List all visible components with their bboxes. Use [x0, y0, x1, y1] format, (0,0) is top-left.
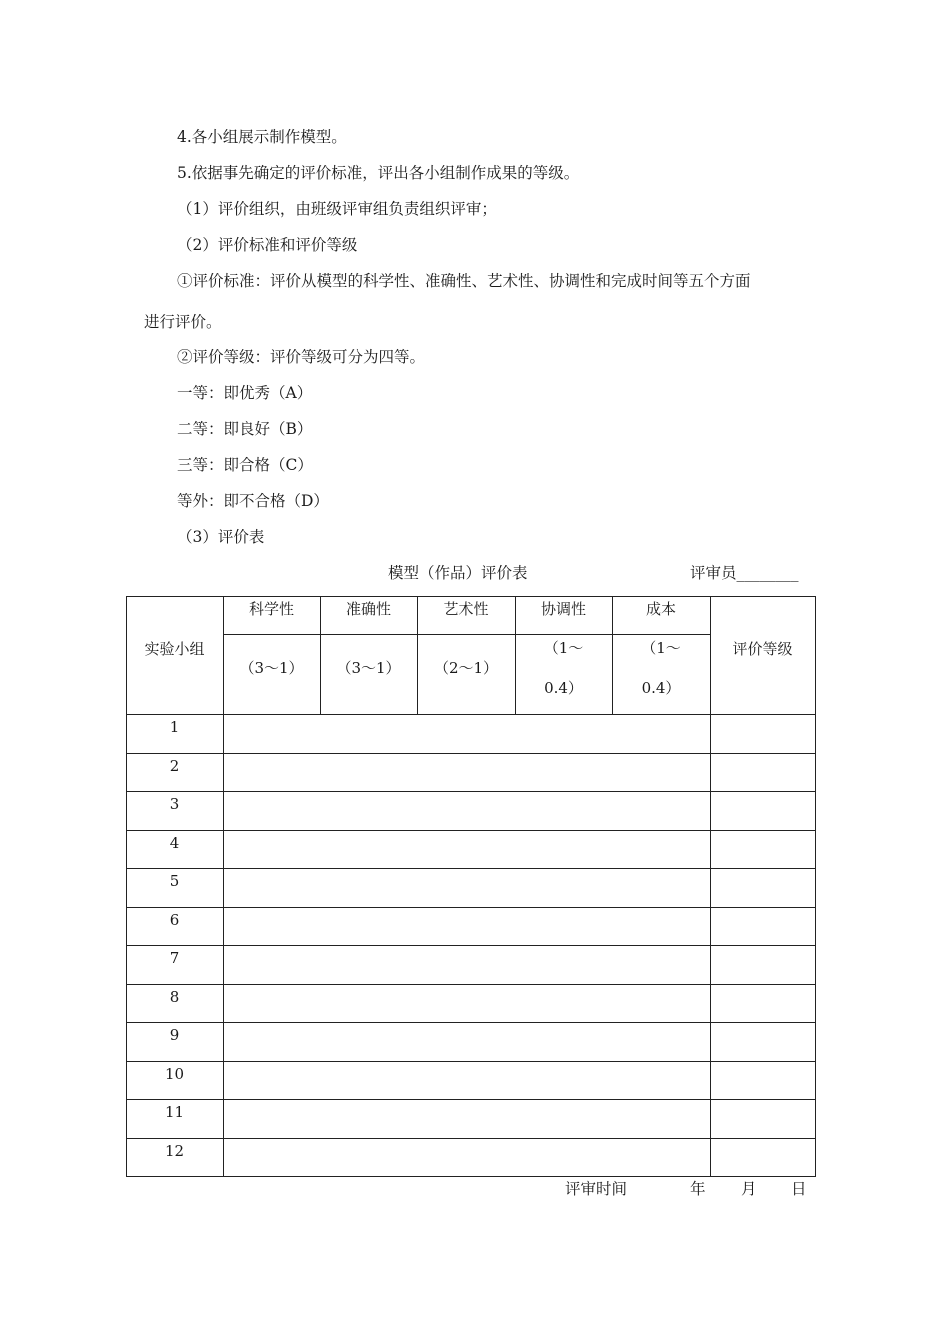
group-number: 4	[169, 833, 180, 852]
reviewer-field: 评审员________	[690, 564, 799, 582]
grade-cell	[710, 830, 816, 870]
criterion-range: （1～	[543, 639, 584, 657]
review-day: 日	[791, 1180, 807, 1198]
paragraph: 二等：即良好（B）	[177, 420, 313, 438]
score-cell	[223, 907, 711, 947]
grade-cell	[710, 791, 816, 831]
group-number: 9	[169, 1026, 180, 1044]
grade-cell	[710, 868, 816, 908]
review-time-label: 评审时间	[565, 1180, 628, 1198]
grade-cell	[710, 753, 816, 793]
criterion-range: 0.4）	[641, 679, 681, 697]
group-number: 7	[169, 949, 180, 967]
group-number: 5	[169, 872, 180, 890]
score-cell	[223, 945, 711, 985]
criterion-range: 0.4）	[544, 679, 583, 697]
score-cell	[223, 714, 711, 754]
group-number: 8	[169, 987, 180, 1006]
criterion-range: （3～1）	[336, 659, 401, 677]
grade-cell	[710, 945, 816, 985]
paragraph: ①评价标准：评价从模型的科学性、准确性、艺术性、协调性和完成时间等五个方面	[177, 272, 751, 290]
grade-cell	[710, 1022, 816, 1062]
paragraph: 一等：即优秀（A）	[177, 384, 313, 402]
group-number: 3	[169, 795, 180, 813]
score-cell	[223, 830, 711, 870]
group-header: 实验小组	[144, 640, 205, 658]
score-cell	[223, 1099, 711, 1139]
score-cell	[223, 753, 711, 793]
group-number: 10	[164, 1064, 185, 1083]
score-cell	[223, 1022, 711, 1062]
table-title: 模型（作品）评价表	[388, 564, 528, 582]
criterion-name: 准确性	[345, 600, 391, 618]
score-cell	[223, 1061, 711, 1101]
paragraph: （2）评价标准和评价等级	[177, 236, 358, 254]
review-year: 年	[690, 1180, 706, 1198]
criterion-name: 协调性	[540, 600, 586, 618]
criterion-range: （2～1）	[433, 659, 499, 677]
group-number: 6	[169, 910, 180, 929]
paragraph: （3）评价表	[177, 528, 265, 546]
score-cell	[223, 1138, 711, 1178]
paragraph: ②评价等级：评价等级可分为四等。	[177, 348, 426, 366]
paragraph: 等外：即不合格（D）	[177, 492, 329, 510]
paragraph: 4.各小组展示制作模型。	[177, 128, 347, 146]
paragraph: 三等：即合格（C）	[177, 456, 313, 474]
grade-header: 评价等级	[732, 640, 793, 658]
score-cell	[223, 868, 711, 908]
evaluation-table	[126, 596, 815, 1176]
review-month: 月	[741, 1180, 757, 1198]
criterion-range: （1～	[641, 639, 681, 657]
criterion-name: 科学性	[248, 600, 294, 618]
group-number: 1	[169, 718, 180, 736]
group-number: 2	[169, 756, 180, 775]
paragraph: 5.依据事先确定的评价标准，评出各小组制作成果的等级。	[177, 164, 580, 182]
grade-cell	[710, 1138, 816, 1178]
paragraph: （1）评价组织，由班级评审组负责组织评审；	[177, 200, 497, 218]
grade-cell	[710, 1099, 816, 1139]
criterion-range: （3～1）	[239, 659, 304, 677]
score-cell	[223, 791, 711, 831]
group-number: 12	[164, 1141, 185, 1160]
grade-cell	[710, 984, 816, 1024]
paragraph: 进行评价。	[144, 313, 222, 331]
criterion-name: 成本	[645, 600, 676, 618]
grade-cell	[710, 907, 816, 947]
group-number: 11	[164, 1103, 185, 1121]
score-cell	[223, 984, 711, 1024]
grade-cell	[710, 1061, 816, 1101]
criterion-name: 艺术性	[443, 600, 489, 618]
grade-cell	[710, 714, 816, 754]
